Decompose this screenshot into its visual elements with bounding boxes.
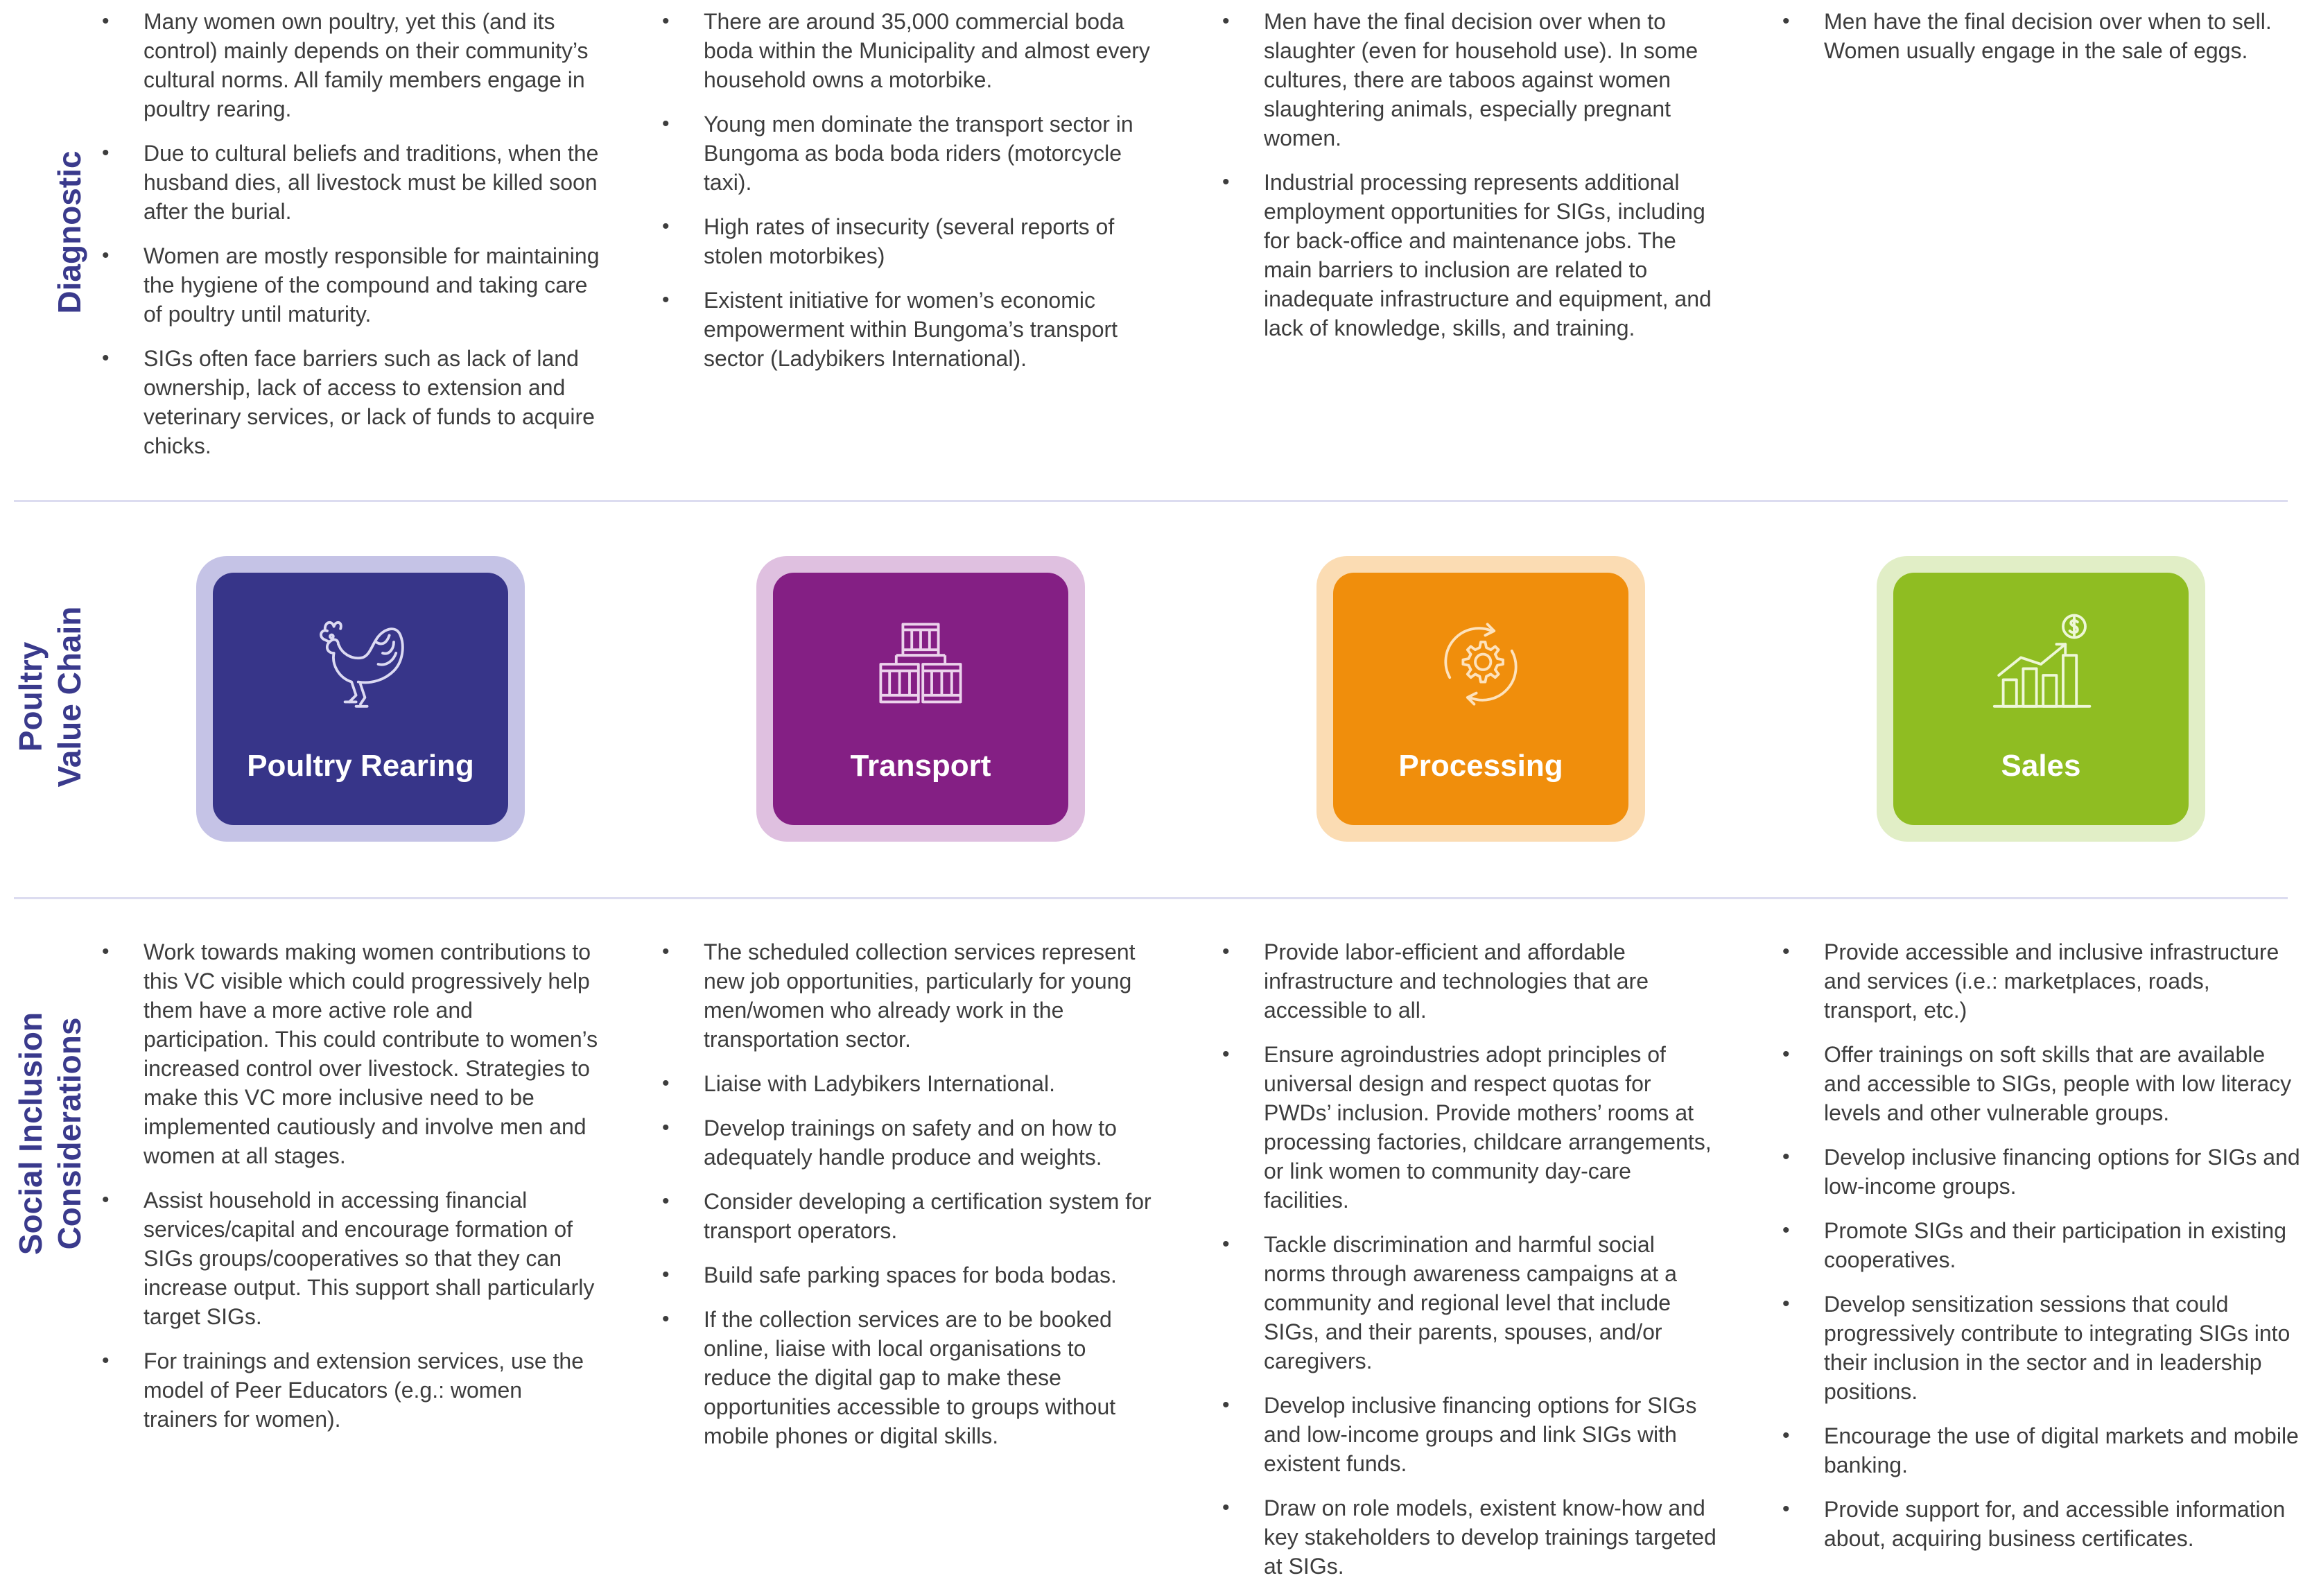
stage-sales [1877, 556, 2205, 842]
growth-chart-icon [1985, 609, 2096, 720]
stage-transport [756, 556, 1085, 842]
stage-label: Poultry Rearing [247, 749, 474, 783]
list-item: • Due to cultural beliefs and traditions, when the husband dies, all livestock must be killed soon after the burial. [144, 139, 600, 226]
list-item: • Young men dominate the transport sector in Bungoma as boda boda riders (motorcycle taxi). [704, 110, 1160, 197]
list-item: • Build safe parking spaces for boda bodas. [704, 1260, 1160, 1290]
stage-sales-card [1893, 573, 2189, 825]
list-item: • Develop inclusive financing options for SIGs and low-income groups and link SIGs with existent funds. [1264, 1391, 1720, 1478]
list-item: • Consider developing a certification system for transport operators. [704, 1187, 1160, 1245]
social-list [1781, 937, 2308, 1553]
list-item: • Tackle discrimination and harmful social norms through awareness campaigns at a community and regional level that include SIGs, and their parents, spouses, and/or caregivers. [1264, 1230, 1720, 1376]
list-item: • Promote SIGs and their participation in existing cooperatives. [1824, 1216, 2308, 1274]
list-item: • High rates of insecurity (several reports of stolen motorbikes) [704, 212, 1160, 270]
diagnostic-column-sales [1781, 7, 2280, 80]
list-item: • Develop sensitization sessions that could progressively contribute to integrating SIGs into their inclusion in the sector and in leadership positions. [1824, 1290, 2308, 1406]
list-item: • There are around 35,000 commercial boda boda within the Municipality and almost every household owns a motorbike. [704, 7, 1160, 94]
list-item: • Ensure agroindustries adopt principles of universal design and respect quotas for PWDs’ inclusion. Provide mothers’ rooms at processing factories, childcare arrangements, or link women to community day-care facilities. [1264, 1040, 1720, 1215]
list-item: • SIGs often face barriers such as lack of land ownership, lack of access to extension and veterinary services, or lack of funds to acquire chicks. [144, 344, 600, 460]
list-item: • Liaise with Ladybikers International. [704, 1069, 1160, 1098]
stage-label: Sales [2001, 749, 2081, 783]
stage-label: Transport [850, 749, 991, 783]
list-item: • Encourage the use of digital markets and mobile banking. [1824, 1421, 2308, 1480]
row-label-value-chain-line2: Value Chain [51, 606, 87, 788]
list-item: • Develop trainings on safety and on how to adequately handle produce and weights. [704, 1113, 1160, 1172]
list-item: • Men have the final decision over when to sell. Women usually engage in the sale of eggs. [1824, 7, 2280, 65]
social-column-poultry-rearing [101, 937, 600, 1449]
diagnostic-list [661, 7, 1160, 373]
row-label-social-line2: Considerations [51, 1017, 87, 1250]
social-column-sales [1781, 937, 2308, 1568]
divider-bottom [14, 897, 2288, 899]
list-item: • Assist household in accessing financial services/capital and encourage formation of SIGs groups/cooperatives so that they can increase output. This support shall particularly target SIGs. [144, 1186, 600, 1331]
divider-top [14, 500, 2288, 502]
list-item: • Provide support for, and accessible information about, acquiring business certificates. [1824, 1495, 2308, 1553]
row-label-social-line1: Social Inclusion [12, 1012, 49, 1256]
stage-poultry-rearing-card [213, 573, 508, 825]
stage-label: Processing [1398, 749, 1563, 783]
diagnostic-list [1781, 7, 2280, 65]
social-column-transport [661, 937, 1160, 1466]
list-item: • Work towards making women contributions to this VC visible which could progressively help them have a more active role and participation. This could contribute to women’s increased control over livestock. Strategies to make this VC more inclusive need to be implemented cautiously and involve men and women at all stages. [144, 937, 600, 1170]
gear-cycle-icon [1425, 609, 1536, 720]
social-column-processing [1221, 937, 1720, 1596]
row-label-value-chain-line1: Poultry [12, 641, 49, 752]
stage-transport-card [773, 573, 1068, 825]
list-item: • Many women own poultry, yet this (and its control) mainly depends on their community’s cultural norms. All family members engage in poultry rearing. [144, 7, 600, 123]
list-item: • Provide accessible and inclusive infrastructure and services (i.e.: marketplaces, roads, transport, etc.) [1824, 937, 2308, 1025]
diagnostic-column-processing [1221, 7, 1720, 358]
row-label-diagnostic-text: Diagnostic [51, 150, 87, 314]
diagnostic-list [101, 7, 600, 460]
row-label-social-inclusion [11, 1012, 89, 1255]
row-label-diagnostic [50, 150, 89, 313]
stage-poultry-rearing [196, 556, 525, 842]
diagnostic-column-transport [661, 7, 1160, 388]
list-item: • Existent initiative for women’s economic empowerment within Bungoma’s transport sector (Ladybikers International). [704, 286, 1160, 373]
list-item: • If the collection services are to be booked online, liaise with local organisations to reduce the digital gap to make these opportunities accessible to groups without mobile phones or digital skills. [704, 1305, 1160, 1450]
list-item: • Draw on role models, existent know-how and key stakeholders to develop trainings targeted at SIGs. [1264, 1493, 1720, 1581]
list-item: • Offer trainings on soft skills that are available and accessible to SIGs, people with low literacy levels and other vulnerable groups. [1824, 1040, 2308, 1127]
list-item: • Men have the final decision over when to slaughter (even for household use). In some cultures, there are taboos against women slaughtering animals, especially pregnant women. [1264, 7, 1720, 153]
social-list [1221, 937, 1720, 1581]
crates-icon [865, 609, 976, 720]
social-list [661, 937, 1160, 1450]
social-list [101, 937, 600, 1434]
rooster-icon [305, 609, 416, 720]
stage-processing [1316, 556, 1645, 842]
stage-processing-card [1333, 573, 1628, 825]
list-item: • For trainings and extension services, use the model of Peer Educators (e.g.: women trainers for women). [144, 1346, 600, 1434]
list-item: • Women are mostly responsible for maintaining the hygiene of the compound and taking care of poultry until maturity. [144, 241, 600, 329]
list-item: • Provide labor-efficient and affordable infrastructure and technologies that are accessible to all. [1264, 937, 1720, 1025]
list-item: • Develop inclusive financing options for SIGs and low-income groups. [1824, 1143, 2308, 1201]
list-item: • The scheduled collection services represent new job opportunities, particularly for young men/women who already work in the transportation sector. [704, 937, 1160, 1054]
diagnostic-list [1221, 7, 1720, 342]
list-item: • Industrial processing represents additional employment opportunities for SIGs, including for back-office and maintenance jobs. The main barriers to inclusion are related to inadequate infrastructure and equipment, and lack of knowledge, skills, and training. [1264, 168, 1720, 342]
diagnostic-column-poultry-rearing [101, 7, 600, 476]
row-label-value-chain [11, 607, 89, 788]
